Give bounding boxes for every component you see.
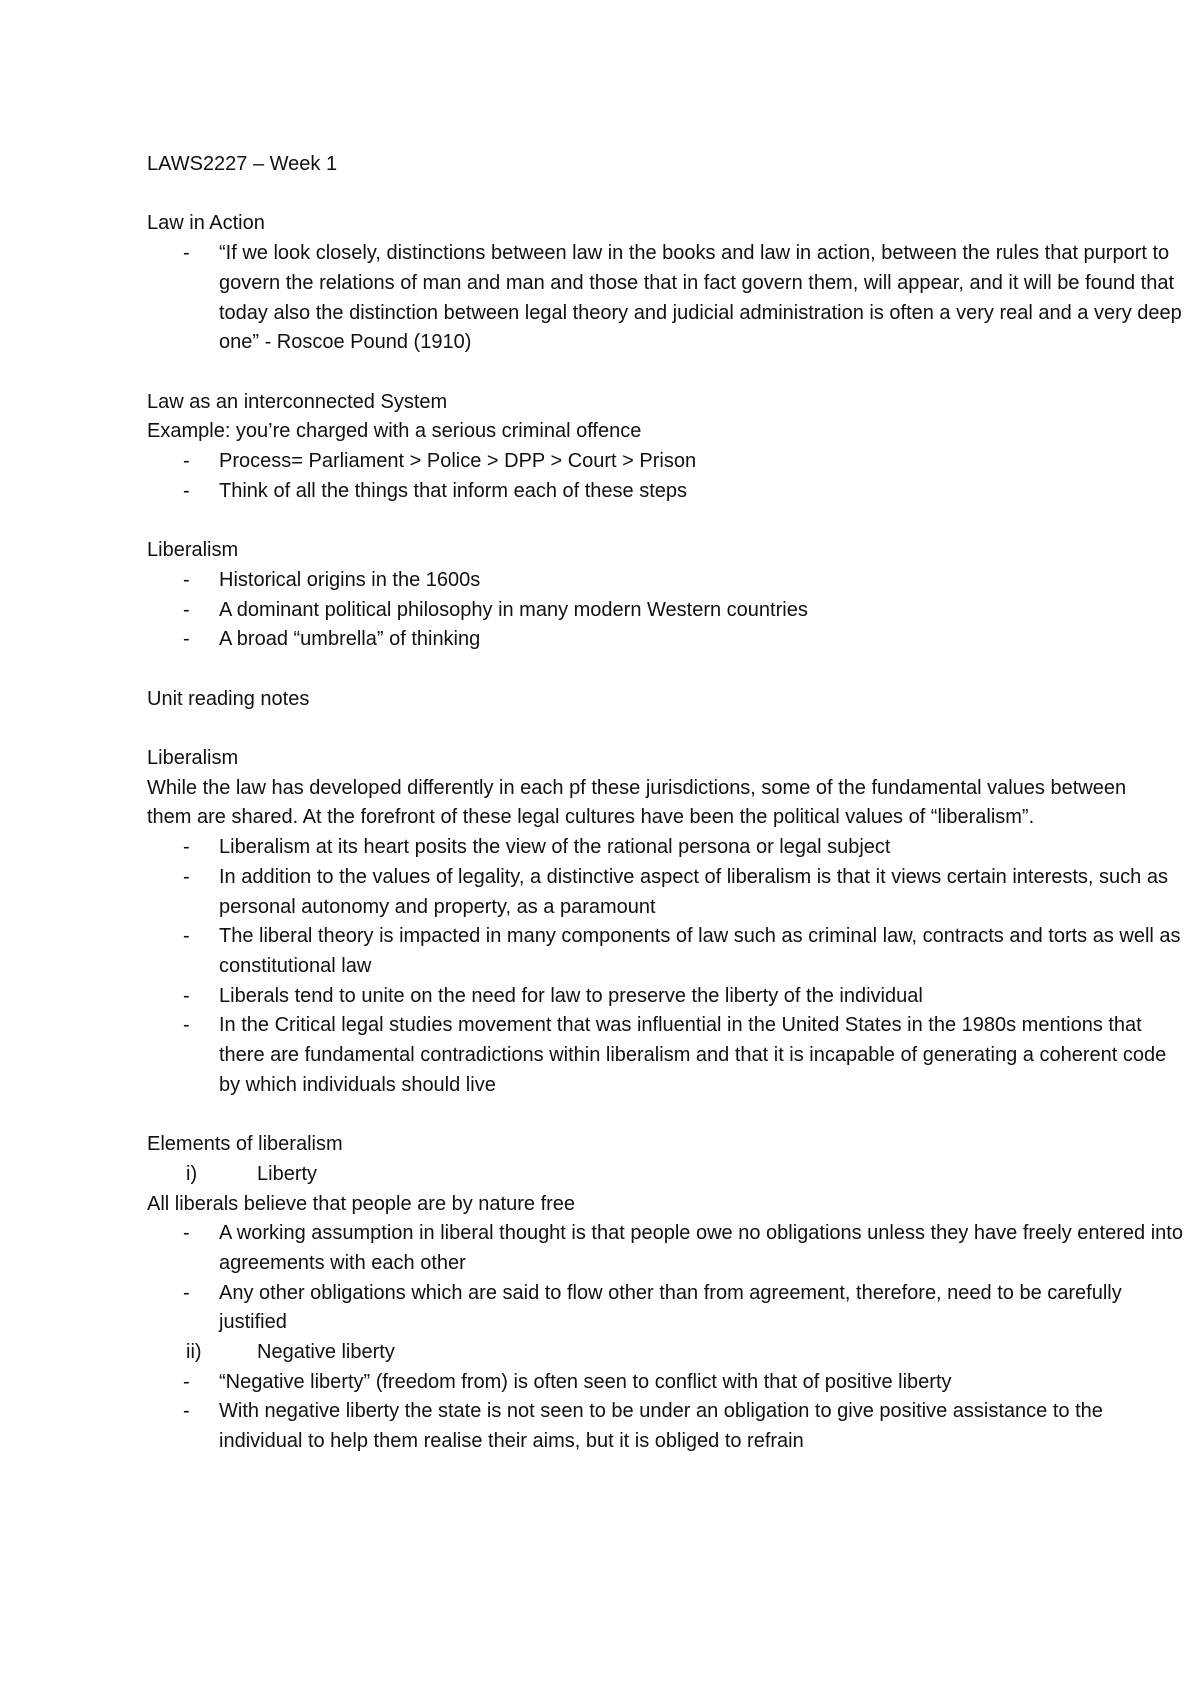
list-item-text: The liberal theory is impacted in many components of law such as criminal law, contracts and torts as well as constitutional law bbox=[219, 925, 1181, 977]
liberalism-paragraph: While the law has developed differently in each pf these jurisdictions, some of the fundamental values between them are shared. At the forefront of these legal cultures have been the political values of “liberalism”. bbox=[147, 776, 1127, 829]
list-item-text: In addition to the values of legality, a distinctive aspect of liberalism is that it views certain interests, such as personal autonomy and property, as a paramount bbox=[219, 865, 1168, 918]
bullet-dash: - bbox=[183, 598, 190, 621]
bullet-dash: - bbox=[183, 836, 190, 859]
list-item-text: Liberalism at its heart posits the view of the rational persona or legal subject bbox=[219, 836, 891, 859]
list-item-text: Liberals tend to unite on the need for law to preserve the liberty of the individual bbox=[219, 984, 923, 1007]
list-item bbox=[147, 239, 1189, 358]
bullet-dash: - bbox=[183, 925, 190, 948]
list-item bbox=[147, 1397, 1189, 1456]
bullet-dash: - bbox=[183, 1014, 190, 1037]
list-item bbox=[147, 596, 1189, 626]
list-item-text: A working assumption in liberal thought is that people owe no obligations unless they have freely entered into agreements with each other bbox=[219, 1222, 1183, 1274]
list-item bbox=[147, 1011, 1189, 1100]
list-item-text: Process= Parliament > Police > DPP > Court > Prison bbox=[219, 450, 697, 472]
list-item bbox=[147, 833, 1189, 863]
section-heading-elements: Elements of liberalism bbox=[147, 1133, 343, 1156]
system-example: Example: you’re charged with a serious criminal offence bbox=[147, 420, 642, 443]
list-item bbox=[147, 566, 1189, 596]
list-item-text: With negative liberty the state is not seen to be under an obligation to give positive assistance to the individual to help them realise their aims, but it is obliged to refrain bbox=[219, 1400, 1103, 1453]
list-item bbox=[147, 1279, 1189, 1338]
section-heading-system: Law as an interconnected System bbox=[147, 390, 448, 413]
list-item bbox=[147, 922, 1189, 981]
list-item-text: A dominant political philosophy in many modern Western countries bbox=[219, 598, 808, 621]
numbered-label: ii) bbox=[186, 1341, 202, 1364]
bullet-dash: - bbox=[183, 450, 190, 472]
bullet-dash: - bbox=[183, 1400, 190, 1423]
list-item bbox=[147, 447, 1189, 477]
quote-roscoe-pound: “If we look closely, distinctions between law in the books and law in action, between the rules that purport to govern the relations of man and man and those that in fact govern them, will appear, and it will be found that today also the distinction between legal theory and judicial administration is often a very real and a very deep one” - Roscoe Pound (1910) bbox=[219, 242, 1182, 354]
list-item bbox=[147, 1219, 1189, 1278]
section-heading-law-in-action: Law in Action bbox=[147, 212, 265, 235]
bullet-dash: - bbox=[183, 1281, 190, 1304]
list-item-text: Historical origins in the 1600s bbox=[219, 568, 481, 591]
bullet-dash: - bbox=[183, 984, 190, 1007]
bullet-dash: - bbox=[183, 568, 190, 591]
list-item-text: In the Critical legal studies movement that was influential in the United States in the 1980s mentions that there are fundamental contradictions within liberalism and that it is incapable of generating a coherent code by which individuals should live bbox=[219, 1014, 1167, 1096]
numbered-text: Negative liberty bbox=[257, 1341, 395, 1364]
numbered-label: i) bbox=[186, 1162, 198, 1185]
bullet-dash: - bbox=[183, 865, 190, 888]
numbered-heading-negative-liberty bbox=[147, 1338, 1200, 1368]
section-heading-liberalism-2: Liberalism bbox=[147, 746, 239, 769]
bullet-dash: - bbox=[183, 479, 190, 502]
bullet-dash: - bbox=[183, 242, 190, 265]
list-item bbox=[147, 625, 1189, 655]
bullet-dash: - bbox=[183, 1222, 190, 1245]
document-title: LAWS2227 – Week 1 bbox=[147, 153, 338, 175]
section-heading-liberalism: Liberalism bbox=[147, 539, 239, 562]
bullet-dash: - bbox=[183, 1370, 190, 1393]
numbered-heading-liberty bbox=[147, 1160, 1200, 1190]
list-item bbox=[147, 982, 1189, 1012]
list-item bbox=[147, 1368, 1189, 1398]
liberty-paragraph: All liberals believe that people are by nature free bbox=[147, 1192, 576, 1215]
list-item bbox=[147, 477, 1189, 507]
list-item-text: A broad “umbrella” of thinking bbox=[219, 628, 481, 651]
numbered-text: Liberty bbox=[257, 1162, 318, 1185]
list-item-text: Think of all the things that inform each of these steps bbox=[219, 479, 688, 502]
section-heading-unit-reading-notes: Unit reading notes bbox=[147, 687, 310, 710]
list-item-text: “Negative liberty” (freedom from) is often seen to conflict with that of positive liberty bbox=[219, 1370, 952, 1393]
list-item-text: Any other obligations which are said to flow other than from agreement, therefore, need to be carefully justified bbox=[219, 1281, 1122, 1334]
bullet-dash: - bbox=[183, 628, 190, 651]
list-item bbox=[147, 863, 1189, 922]
